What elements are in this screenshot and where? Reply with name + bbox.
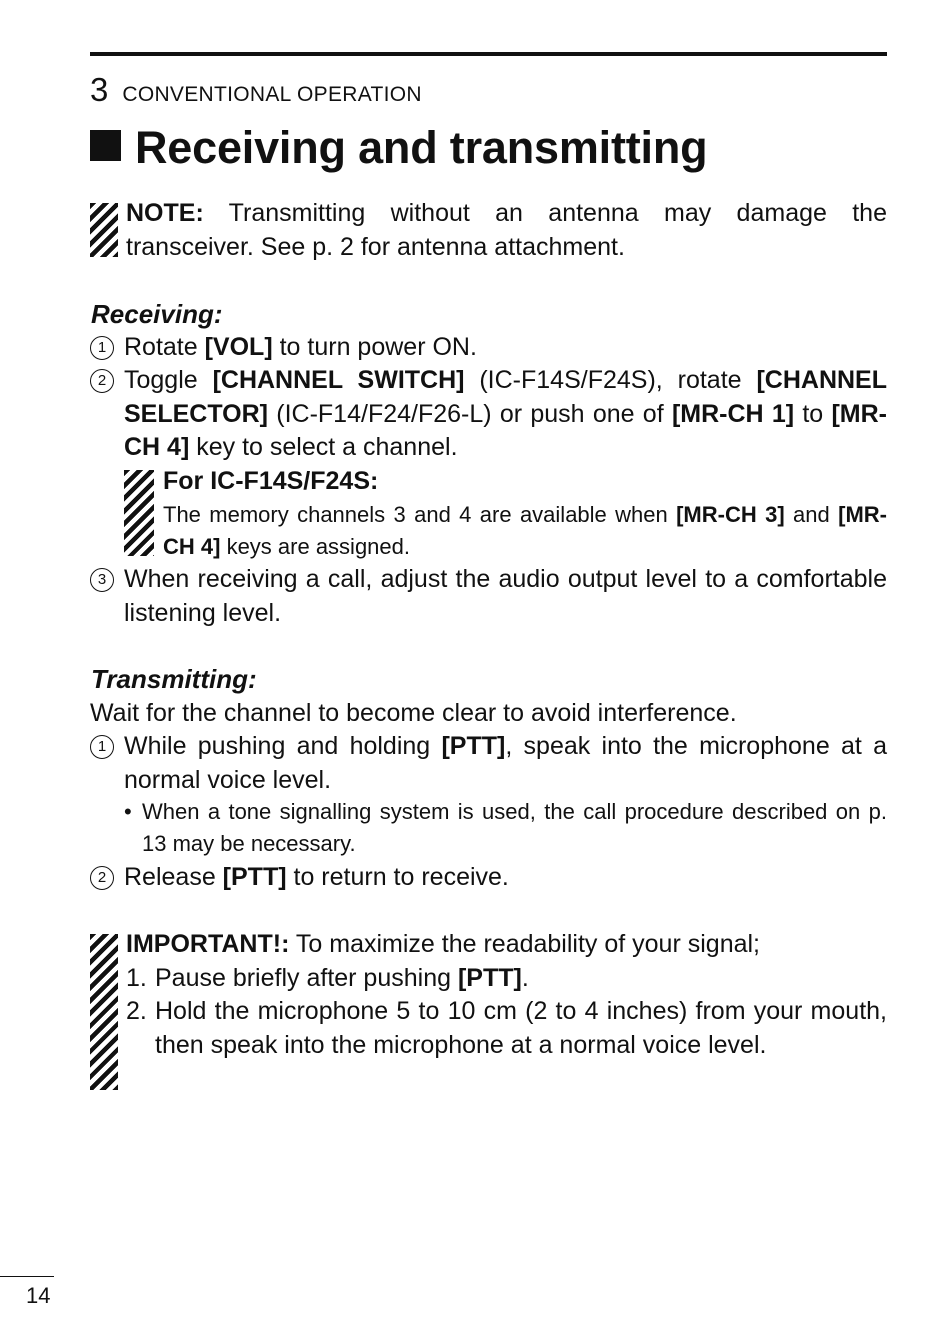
- step-marker: 3: [90, 563, 114, 597]
- receiving-heading: Receiving:: [91, 299, 223, 329]
- inline-note: [163, 465, 887, 563]
- important-hatch-icon: [90, 934, 118, 1090]
- inline-note-text: The memory channels 3 and 4 are available when [MR-CH 3] and [MR-CH 4] keys are assigned.: [163, 501, 887, 559]
- inline-note-title: For IC-F14S/F24S:: [163, 467, 379, 495]
- receiving-step-1: 1 Rotate [VOL] to turn power ON.: [90, 331, 887, 365]
- note-label: NOTE:: [126, 199, 204, 227]
- top-rule: [90, 52, 887, 56]
- section-title-text: Receiving and transmitting: [135, 122, 708, 173]
- note-hatch-icon: [90, 203, 118, 257]
- receiving-step-2: 2 Toggle [CHANNEL SWITCH] (IC-F14S/F24S), rotate [CHANNEL SELECTOR] (IC-F14/F24/F26-L) or push one of [MR-CH 1] to [MR-CH 4] key to select a channel.: [90, 364, 887, 465]
- step-marker: 2: [90, 364, 114, 398]
- step-marker: 2: [90, 861, 114, 895]
- chapter-title: CONVENTIONAL OPERATION: [122, 83, 422, 106]
- chapter-header: [90, 72, 422, 108]
- footer-rule: [0, 1276, 54, 1277]
- section-title: [90, 120, 707, 176]
- transmitting-intro: Wait for the channel to become clear to avoid interference.: [90, 699, 737, 727]
- chapter-number: 3: [90, 71, 109, 108]
- square-bullet-icon: [90, 130, 121, 161]
- note-box: [126, 197, 887, 264]
- bullet-text: When a tone signalling system is used, the call procedure described on p. 13 may be necessary.: [142, 799, 887, 856]
- receiving-step-3: 3 When receiving a call, adjust the audio output level to a comfortable listening level.: [90, 563, 887, 630]
- step-marker: 1: [90, 331, 114, 365]
- page-number: 14: [26, 1283, 51, 1308]
- important-intro: IMPORTANT!: To maximize the readability of your signal;: [126, 930, 760, 958]
- bullet-icon: •: [124, 799, 132, 824]
- transmitting-heading: Transmitting:: [91, 664, 257, 694]
- step-marker: 1: [90, 730, 114, 764]
- important-item-2: 2. Hold the microphone 5 to 10 cm (2 to 4 inches) from your mouth, then speak into the microphone at a normal voice level.: [126, 997, 887, 1059]
- tone-signal-bullet: [124, 796, 887, 860]
- transmitting-step-1: 1 While pushing and holding [PTT], speak into the microphone at a normal voice level.: [90, 730, 887, 797]
- important-label: IMPORTANT!:: [126, 930, 290, 958]
- transmitting-step-2: 2 Release [PTT] to return to receive.: [90, 861, 887, 895]
- important-box: [126, 928, 887, 1062]
- important-item-1: 1. Pause briefly after pushing [PTT].: [126, 963, 529, 992]
- note-text: Transmitting without an antenna may damage the transceiver. See p. 2 for antenna attachment.: [126, 199, 887, 261]
- inline-note-hatch-icon: [124, 470, 154, 556]
